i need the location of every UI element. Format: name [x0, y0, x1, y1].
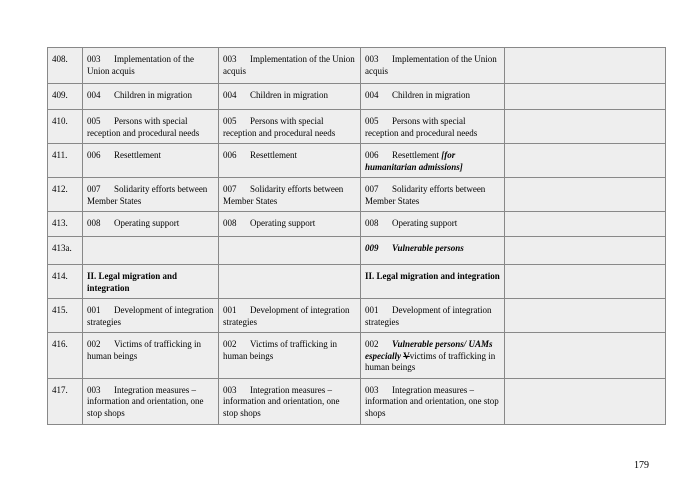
table-row [48, 333, 666, 379]
table-row [48, 299, 666, 333]
item-code: 008 [87, 218, 101, 228]
table-row [48, 144, 666, 178]
item-code: 007 [87, 184, 101, 194]
item-code: 002 [223, 339, 237, 349]
table-row [48, 84, 666, 110]
item-text: Integration measures – information and orientation, one stop shops [223, 384, 340, 418]
council-cell [361, 48, 505, 84]
row-number: 412. [48, 178, 83, 212]
item-code: 004 [87, 90, 101, 100]
item-text: Development of integration strategies [223, 305, 350, 327]
item-text: Resettlement [114, 150, 161, 160]
commission-cell [83, 178, 219, 212]
item-code: 002 [365, 339, 379, 349]
item-code: 001 [87, 305, 101, 315]
row-number: 416. [48, 333, 83, 379]
item-code: 002 [87, 339, 101, 349]
deleted-text: V [403, 350, 410, 361]
comments-cell [505, 265, 666, 299]
amendment-text: Vulnerable persons [392, 243, 464, 253]
item-text: Development of integration strategies [87, 305, 214, 327]
item-text: Victims of trafficking in human beings [223, 339, 338, 361]
item-text: Development of integration strategies [365, 305, 492, 327]
row-number: 408. [48, 48, 83, 84]
commission-cell [83, 265, 219, 299]
row-number: 410. [48, 110, 83, 144]
item-text: Operating support [250, 218, 316, 228]
item-text: Implementation of the Union acquis [223, 54, 355, 76]
item-text: Persons with special reception and procedural needs [87, 116, 200, 138]
table-row [48, 178, 666, 212]
amendment-text: [for humanitarian admissions] [365, 150, 463, 172]
table-row [48, 237, 666, 265]
parliament-cell [219, 144, 361, 178]
item-code: 006 [223, 150, 237, 160]
item-code: 003 [87, 54, 101, 64]
row-number: 414. [48, 265, 83, 299]
item-code: 001 [223, 305, 237, 315]
amendment-text: Vulnerable persons/ UAMs especially [365, 339, 493, 361]
item-code: 003 [365, 384, 379, 395]
item-text: Integration measures – information and orientation, one stop shops [87, 384, 204, 418]
item-code: 008 [365, 218, 379, 228]
item-code: 003 [223, 54, 237, 64]
item-code: 006 [87, 150, 101, 160]
section-heading: II. Legal migration and integration [87, 271, 178, 293]
parliament-cell [219, 237, 361, 265]
parliament-cell [219, 84, 361, 110]
item-text: Persons with special reception and procedural needs [365, 116, 478, 138]
section-heading: II. Legal migration and integration [365, 271, 500, 281]
council-cell [361, 237, 505, 265]
comments-cell [505, 144, 666, 178]
item-text: Victims of trafficking in human beings [87, 339, 202, 361]
comments-cell [505, 333, 666, 379]
item-text: Children in migration [114, 90, 192, 100]
item-text: Children in migration [392, 90, 470, 100]
commission-cell [83, 212, 219, 237]
comments-cell [505, 48, 666, 84]
parliament-cell [219, 110, 361, 144]
parliament-cell [219, 178, 361, 212]
item-code: 003 [365, 54, 379, 64]
item-text: Persons with special reception and procedural needs [223, 116, 336, 138]
comments-cell [505, 178, 666, 212]
item-text: Integration measures – information and orientation, one stop shops [365, 384, 499, 418]
council-cell [361, 178, 505, 212]
item-text: Implementation of the Union acquis [365, 54, 497, 76]
table-row [48, 110, 666, 144]
item-code: 008 [223, 218, 237, 228]
comments-cell [505, 299, 666, 333]
item-code: 005 [87, 116, 101, 126]
row-number: 417. [48, 378, 83, 424]
item-text: Solidarity efforts between Member States [365, 184, 486, 206]
council-cell [361, 144, 505, 178]
page-number: 179 [634, 460, 649, 471]
row-number: 411. [48, 144, 83, 178]
item-text: Solidarity efforts between Member States [223, 184, 344, 206]
amendments-table [47, 47, 666, 425]
item-text: Resettlement [250, 150, 297, 160]
parliament-cell [219, 212, 361, 237]
parliament-cell [219, 333, 361, 379]
item-code: 001 [365, 305, 379, 315]
row-number: 413. [48, 212, 83, 237]
comments-cell [505, 237, 666, 265]
parliament-cell [219, 378, 361, 424]
commission-cell [83, 110, 219, 144]
parliament-cell [219, 48, 361, 84]
table-row [48, 378, 666, 424]
item-text: Operating support [392, 218, 458, 228]
row-number: 413a. [48, 237, 83, 265]
commission-cell [83, 48, 219, 84]
item-code: 005 [365, 116, 379, 126]
row-number: 409. [48, 84, 83, 110]
commission-cell [83, 333, 219, 379]
commission-cell [83, 84, 219, 110]
item-code: 004 [223, 90, 237, 100]
item-text: Children in migration [250, 90, 328, 100]
council-cell [361, 84, 505, 110]
council-cell [361, 265, 505, 299]
commission-cell [83, 144, 219, 178]
table-row [48, 48, 666, 84]
item-text: victims of trafficking in human beings [365, 350, 496, 372]
comments-cell [505, 110, 666, 144]
item-code: 009 [365, 243, 379, 253]
council-cell [361, 333, 505, 379]
item-code: 007 [223, 184, 237, 194]
item-code: 005 [223, 116, 237, 126]
commission-cell [83, 237, 219, 265]
comments-cell [505, 212, 666, 237]
item-text: Solidarity efforts between Member States [87, 184, 208, 206]
row-number: 415. [48, 299, 83, 333]
commission-cell [83, 299, 219, 333]
item-code: 003 [223, 384, 237, 395]
item-code: 006 [365, 150, 379, 160]
parliament-cell [219, 299, 361, 333]
council-cell [361, 299, 505, 333]
item-text: Implementation of the Union acquis [87, 54, 194, 76]
parliament-cell [219, 265, 361, 299]
item-text: Resettlement [392, 150, 439, 160]
commission-cell [83, 378, 219, 424]
item-code: 004 [365, 90, 379, 100]
item-text: Operating support [114, 218, 180, 228]
council-cell [361, 212, 505, 237]
table-row [48, 265, 666, 299]
comments-cell [505, 84, 666, 110]
council-cell [361, 378, 505, 424]
item-code: 003 [87, 384, 101, 395]
item-code: 007 [365, 184, 379, 194]
comments-cell [505, 378, 666, 424]
council-cell [361, 110, 505, 144]
table-row [48, 212, 666, 237]
